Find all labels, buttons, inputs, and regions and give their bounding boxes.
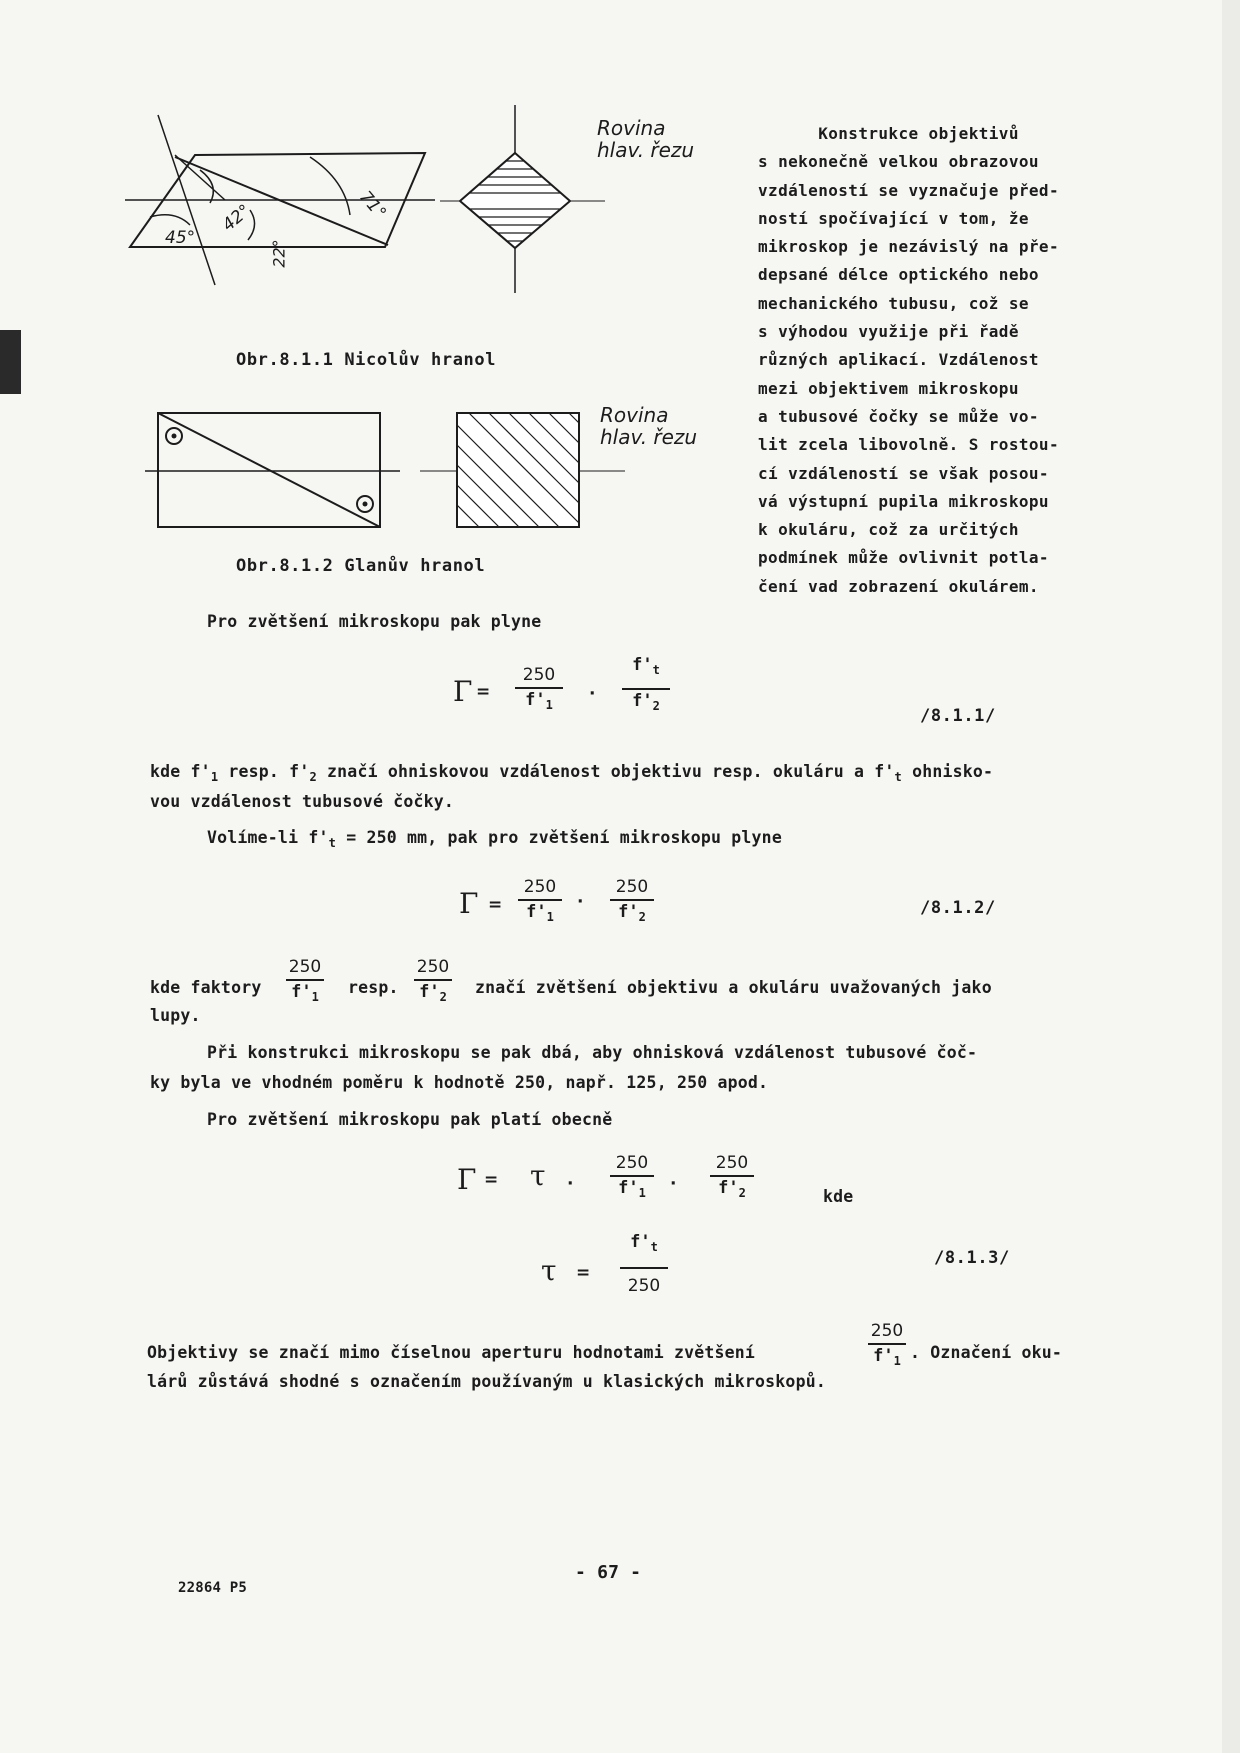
sidebar-line: čení vad zobrazení okulárem. <box>758 576 1039 596</box>
figure-caption-2: Obr.8.1.2 Glanův hranol <box>236 556 486 576</box>
paragraph-7-end: . Označení oku- <box>910 1343 1063 1362</box>
denominator: 250 <box>627 1276 661 1296</box>
fraction-ft-over-f2 <box>622 655 670 715</box>
paragraph-2-line-2: vou vzdálenost tubusové čočky. <box>150 792 455 811</box>
times-dot: · <box>589 684 596 704</box>
fraction-bar <box>610 1175 654 1177</box>
sidebar-line: s nekonečně velkou obrazovou <box>758 152 1039 172</box>
equation-number-3: /8.1.3/ <box>934 1248 1010 1268</box>
fraction-ft-over-250 <box>620 1232 668 1296</box>
paragraph-4-line-2: lupy. <box>150 1006 201 1025</box>
fraction-250-over-f1 <box>518 878 562 926</box>
numerator: 250 <box>523 877 557 897</box>
denominator: $f'_1$ <box>618 1178 646 1200</box>
times-dot: · <box>670 1174 677 1194</box>
paragraph-7-start: Objektivy se značí mimo číselnou aperturu hodnotami zvětšení <box>147 1343 756 1362</box>
inline-fraction-250-over-f1 <box>868 1322 906 1370</box>
numerator: 250 <box>522 665 556 685</box>
paragraph-4-start: kde faktory <box>150 978 262 997</box>
numerator: 250 <box>870 1321 904 1341</box>
equals-sign: = <box>476 682 491 702</box>
gamma-symbol: Γ <box>459 887 479 920</box>
sidebar-line: k okuláru, což za určitých <box>758 520 1019 540</box>
numerator: 250 <box>615 1153 649 1173</box>
angle-71-label: 71° <box>355 187 390 224</box>
equation-number-1: /8.1.1/ <box>920 706 996 726</box>
numerator: 250 <box>288 957 322 977</box>
fraction-bar <box>622 688 670 690</box>
sidebar-line: ností spočívající v tom, že <box>758 208 1029 228</box>
sidebar-line: cí vzdáleností se však posou- <box>758 463 1049 483</box>
fraction-250-over-f2 <box>610 878 654 926</box>
sidebar-line: s výhodou využije při řadě <box>758 322 1019 342</box>
fraction-bar <box>414 979 452 981</box>
fraction-bar <box>610 899 654 901</box>
fraction-bar <box>286 979 324 981</box>
paragraph-7-line-2: lárů zůstává shodné s označením používaným u klasických mikroskopů. <box>147 1372 826 1391</box>
paragraph-6: Pro zvětšení mikroskopu pak platí obecně <box>207 1110 613 1129</box>
numerator: $f'_t$ <box>630 1232 658 1254</box>
page-edge-shadow <box>1222 0 1240 1753</box>
figure-caption-1: Obr.8.1.1 Nicolův hranol <box>236 350 497 370</box>
sidebar-line: různých aplikací. Vzdálenost <box>758 350 1039 370</box>
denominator: $f'_1$ <box>873 1346 901 1368</box>
denominator: $f'_1$ <box>526 902 554 924</box>
fraction-bar <box>515 687 563 689</box>
inline-fraction-250-over-f1 <box>286 958 324 1006</box>
equals-sign: = <box>576 1263 591 1283</box>
fraction-bar <box>710 1175 754 1177</box>
numerator: $f'_t$ <box>632 655 660 677</box>
plane-label-2-line2: hlav. řezu <box>600 425 698 449</box>
paragraph-2-line-1: kde $f'_1$ resp. $f'_2$ značí ohniskovou vzdálenost objektivu resp. okuláru a $f'_t$ ohnisko- <box>150 762 994 784</box>
paragraph-4-mid: resp. <box>348 978 399 997</box>
equals-sign: = <box>484 1170 499 1190</box>
footer-code: 22864 P5 <box>178 1580 248 1596</box>
fraction-250-over-f2 <box>710 1154 754 1202</box>
plane-label-2-line1: Rovina <box>600 403 669 427</box>
times-dot: · <box>577 892 584 912</box>
fraction-bar <box>868 1343 906 1345</box>
numerator: 250 <box>416 957 450 977</box>
page-number: - 67 - <box>575 1562 642 1583</box>
denominator: $f'_2$ <box>632 691 660 713</box>
plane-label-1-line1: Rovina <box>597 116 666 140</box>
equation-number-2: /8.1.2/ <box>920 898 996 918</box>
tau-symbol: τ <box>530 1159 546 1192</box>
glan-prism-diagram <box>145 410 645 540</box>
paragraph-5-line-1: Při konstrukci mikroskopu se pak dbá, aby ohnisková vzdálenost tubusové čoč- <box>207 1043 978 1062</box>
numerator: 250 <box>615 877 649 897</box>
equals-sign: = <box>488 895 503 915</box>
denominator: $f'_1$ <box>525 690 553 712</box>
sidebar-paragraph <box>758 120 1098 601</box>
sidebar-line: Konstrukce objektivů <box>758 124 1019 143</box>
inline-fraction-250-over-f2 <box>414 958 452 1006</box>
paragraph-1: Pro zvětšení mikroskopu pak plyne <box>207 612 542 631</box>
binding-mark <box>0 330 21 394</box>
fraction-bar <box>518 899 562 901</box>
sidebar-line: lit zcela libovolně. S rostou- <box>758 435 1059 455</box>
tau-symbol: τ <box>541 1254 557 1287</box>
times-dot: · <box>567 1174 574 1194</box>
sidebar-line: mezi objektivem mikroskopu <box>758 378 1019 398</box>
sidebar-line: vzdáleností se vyznačuje před- <box>758 180 1059 200</box>
sidebar-line: mikroskop je nezávislý na pře- <box>758 237 1059 257</box>
plane-label-1-line2: hlav. řezu <box>597 138 695 162</box>
sidebar-line: vá výstupní pupila mikroskopu <box>758 491 1049 511</box>
kde-label: kde <box>823 1187 854 1206</box>
angle-22-label: 22° <box>269 239 289 268</box>
fraction-250-over-f1 <box>610 1154 654 1202</box>
numerator: 250 <box>715 1153 749 1173</box>
denominator: $f'_2$ <box>419 982 447 1004</box>
gamma-symbol: Γ <box>453 675 473 708</box>
sidebar-line: mechanického tubusu, což se <box>758 293 1029 313</box>
gamma-symbol: Γ <box>457 1163 477 1196</box>
fraction-250-over-f1 <box>515 666 563 714</box>
denominator: $f'_1$ <box>291 982 319 1004</box>
paragraph-4-end: značí zvětšení objektivu a okuláru uvažovaných jako <box>475 978 992 997</box>
paragraph-3: Volíme-li $f'_t = 250$ mm, pak pro zvětšení mikroskopu plyne <box>207 828 782 850</box>
sidebar-line: a tubusové čočky se může vo- <box>758 406 1039 426</box>
paragraph-5-line-2: ky byla ve vhodném poměru k hodnotě 250, např. 125, 250 apod. <box>150 1073 769 1092</box>
sidebar-line: depsané délce optického nebo <box>758 265 1039 285</box>
angle-42-label: 42° <box>218 200 255 236</box>
denominator: $f'_2$ <box>718 1178 746 1200</box>
fraction-bar <box>620 1267 668 1269</box>
sidebar-line: podmínek může ovlivnit potla- <box>758 548 1049 568</box>
angle-45-label: 45° <box>165 228 196 248</box>
denominator: $f'_2$ <box>618 902 646 924</box>
